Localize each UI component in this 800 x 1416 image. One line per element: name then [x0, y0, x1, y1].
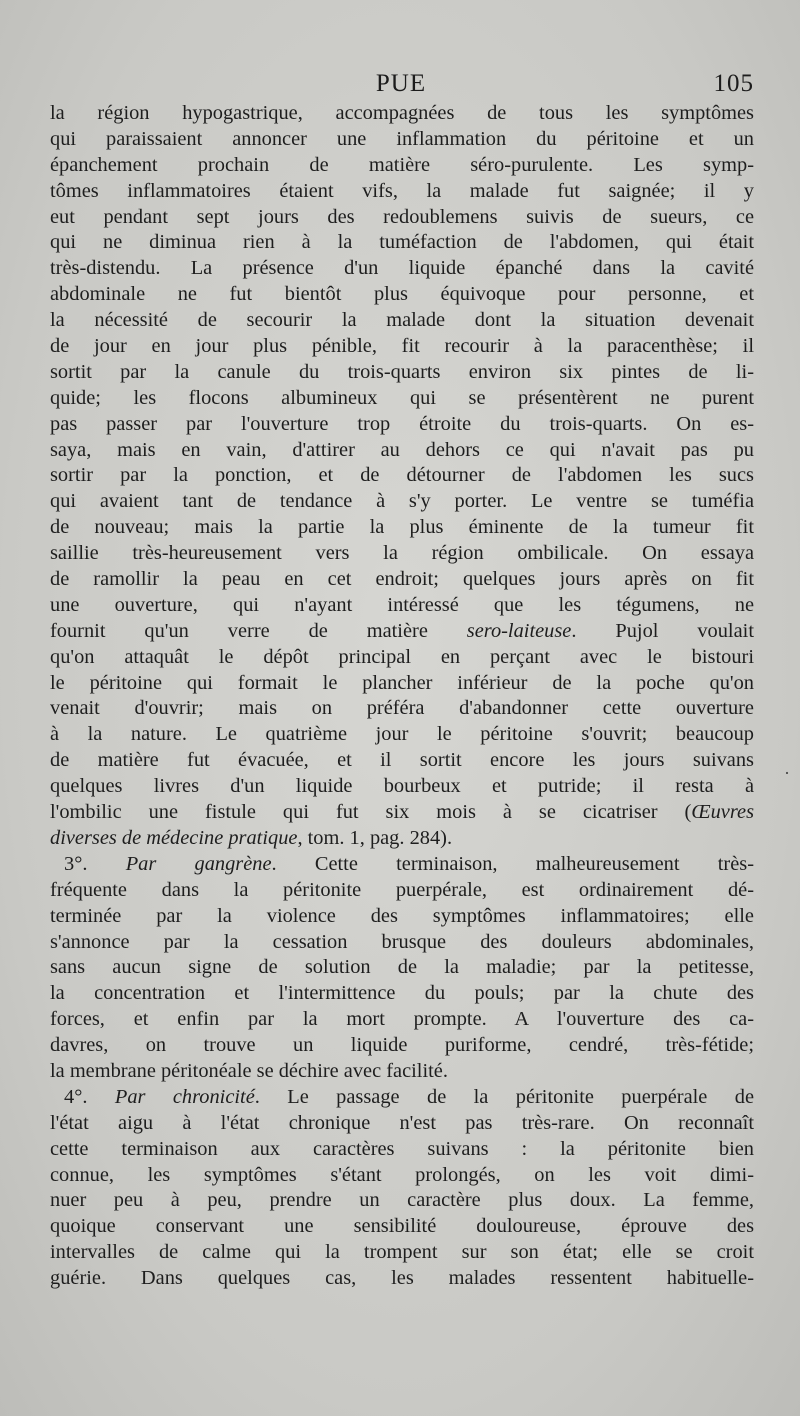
- text-line: [50, 360, 754, 386]
- text-line: [50, 1033, 754, 1059]
- text-segment: 4°.: [64, 1085, 115, 1108]
- text-segment: . Pujol voulait: [571, 619, 754, 642]
- text-segment: cette terminaison aux caractères suivans : la péritonite bien: [50, 1137, 754, 1160]
- text-segment: la région hypogastrique, accompagnées de tous les symptômes: [50, 102, 754, 124]
- page-number: 105: [713, 70, 754, 97]
- text-segment: fréquente dans la péritonite puerpérale, est ordinairement dé-: [50, 878, 754, 901]
- text-segment: qu'on attaquât le dépôt principal en perçant avec le bistouri: [50, 645, 754, 668]
- page-header-title: PUE: [375, 70, 427, 97]
- text-segment: la membrane péritonéale se déchire avec facilité.: [50, 1059, 448, 1082]
- italic-text: Par chronicité: [114, 1085, 255, 1108]
- text-segment: saya, mais en vain, d'attirer au dehors ce qui n'avait pas pu: [50, 438, 754, 461]
- text-line: [50, 386, 754, 412]
- italic-text: Œuvres: [691, 801, 754, 824]
- text-segment: sans aucun signe de solution de la maladie; par la petitesse,: [50, 956, 754, 979]
- text-line: [50, 593, 754, 619]
- text-line: [50, 230, 754, 256]
- text-line: [50, 774, 754, 800]
- body-text: [50, 101, 754, 1292]
- running-head: [48, 70, 754, 100]
- text-line: [50, 800, 754, 826]
- text-line: [50, 1059, 754, 1085]
- text-segment: forces, et enfin par la mort prompte. A l'ouverture des ca-: [50, 1008, 754, 1031]
- text-segment: de ramollir la peau en cet endroit; quelques jours après on fit: [50, 568, 754, 591]
- text-segment: . Cette terminaison, malheureusement très-: [271, 852, 754, 875]
- text-segment: l'état aigu à l'état chronique n'est pas très-rare. On reconnaît: [50, 1111, 754, 1134]
- text-line: [50, 489, 754, 515]
- text-line: [50, 981, 754, 1007]
- text-line: [50, 955, 754, 981]
- text-line: [50, 127, 754, 153]
- text-line: [50, 1188, 754, 1214]
- text-segment: quide; les flocons albumineux qui se présentèrent ne purent: [50, 386, 754, 409]
- text-line: [50, 1163, 754, 1189]
- text-segment: la concentration et l'intermittence du pouls; par la chute des: [50, 982, 754, 1005]
- text-line: [50, 1214, 754, 1240]
- italic-text: Par gangrène: [125, 852, 272, 875]
- text-segment: qui avaient tant de tendance à s'y porter. Le ventre se tuméfia: [50, 490, 754, 513]
- text-line: [50, 1111, 754, 1137]
- text-segment: le péritoine qui formait le plancher inférieur de la poche qu'on: [50, 671, 754, 694]
- text-segment: abdominale ne fut bientôt plus équivoque pour personne, et: [50, 283, 754, 306]
- text-line: [50, 153, 754, 179]
- text-line: [50, 878, 754, 904]
- text-segment: de jour en jour plus pénible, fit recourir à la paracenthèse; il: [50, 335, 754, 358]
- text-segment: la nécessité de secourir la malade dont la situation devenait: [50, 309, 754, 332]
- text-segment: , tom. 1, pag. 284).: [297, 826, 453, 849]
- text-segment: fournit qu'un verre de matière: [50, 619, 467, 642]
- text-line: [50, 645, 754, 671]
- text-line: [50, 101, 754, 127]
- text-segment: l'ombilic une fistule qui fut six mois à se cicatriser (: [50, 801, 692, 824]
- text-line: [50, 412, 754, 438]
- text-line: [50, 1240, 754, 1266]
- text-line: [50, 1007, 754, 1033]
- text-segment: quoique conservant une sensibilité douloureuse, éprouve des: [50, 1215, 754, 1238]
- text-segment: guérie. Dans quelques cas, les malades ressentent habituelle-: [50, 1267, 754, 1290]
- text-segment: très-distendu. La présence d'un liquide épanché dans la cavité: [50, 257, 754, 280]
- text-line: [50, 826, 754, 852]
- text-segment: à la nature. Le quatrième jour le péritoine s'ouvrit; beaucoup: [50, 723, 754, 746]
- text-segment: . Le passage de la péritonite puerpérale de: [254, 1085, 754, 1108]
- text-line: [50, 930, 754, 956]
- text-line: [50, 1266, 754, 1292]
- margin-dot: ·: [784, 763, 790, 783]
- text-segment: sortir par la ponction, et de détourner de l'abdomen les sucs: [50, 464, 754, 487]
- text-line: [50, 1085, 754, 1111]
- text-line: [50, 205, 754, 231]
- text-segment: terminée par la violence des symptômes inflammatoires; elle: [50, 904, 754, 927]
- text-line: [50, 179, 754, 205]
- text-line: [50, 438, 754, 464]
- text-line: [50, 852, 754, 878]
- text-segment: venait d'ouvrir; mais on préféra d'abandonner cette ouverture: [50, 697, 754, 720]
- text-segment: qui paraissaient annoncer une inflammation du péritoine et un: [50, 127, 754, 150]
- text-line: [50, 619, 754, 645]
- text-segment: 3°.: [64, 852, 126, 875]
- text-segment: une ouverture, qui n'ayant intéressé que les tégumens, ne: [50, 593, 754, 616]
- text-segment: davres, on trouve un liquide puriforme, cendré, très-fétide;: [50, 1034, 754, 1057]
- text-line: [50, 463, 754, 489]
- text-segment: de matière fut évacuée, et il sortit encore les jours suivans: [50, 749, 754, 772]
- text-line: [50, 671, 754, 697]
- text-line: [50, 334, 754, 360]
- text-line: [50, 515, 754, 541]
- text-line: [50, 748, 754, 774]
- text-segment: sortit par la canule du trois-quarts environ six pintes de li-: [50, 360, 754, 383]
- text-segment: qui ne diminua rien à la tuméfaction de l'abdomen, qui était: [50, 231, 754, 254]
- text-segment: nuer peu à peu, prendre un caractère plus doux. La femme,: [50, 1189, 754, 1212]
- text-line: [50, 256, 754, 282]
- text-line: [50, 541, 754, 567]
- italic-text: diverses de médecine pratique: [50, 826, 298, 849]
- text-segment: s'annonce par la cessation brusque des douleurs abdominales,: [50, 930, 754, 953]
- text-segment: eut pendant sept jours des redoublemens suivis de sueurs, ce: [50, 205, 754, 228]
- text-line: [50, 696, 754, 722]
- text-segment: tômes inflammatoires étaient vifs, la malade fut saignée; il y: [50, 179, 754, 202]
- text-line: [50, 308, 754, 334]
- text-segment: de nouveau; mais la partie la plus éminente de la tumeur fit: [50, 516, 754, 539]
- text-segment: saillie très-heureusement vers la région ombilicale. On essaya: [50, 542, 754, 565]
- text-line: [50, 1137, 754, 1163]
- text-line: [50, 722, 754, 748]
- text-line: [50, 567, 754, 593]
- text-segment: connue, les symptômes s'étant prolongés, on les voit dimi-: [50, 1163, 754, 1186]
- text-line: [50, 904, 754, 930]
- text-segment: pas passer par l'ouverture trop étroite du trois-quarts. On es-: [50, 412, 754, 435]
- text-segment: intervalles de calme qui la trompent sur son état; elle se croit: [50, 1241, 754, 1264]
- text-segment: épanchement prochain de matière séro-purulente. Les symp-: [50, 153, 754, 176]
- italic-text: sero-laiteuse: [466, 619, 572, 642]
- text-segment: quelques livres d'un liquide bourbeux et putride; il resta à: [50, 775, 754, 798]
- text-line: [50, 282, 754, 308]
